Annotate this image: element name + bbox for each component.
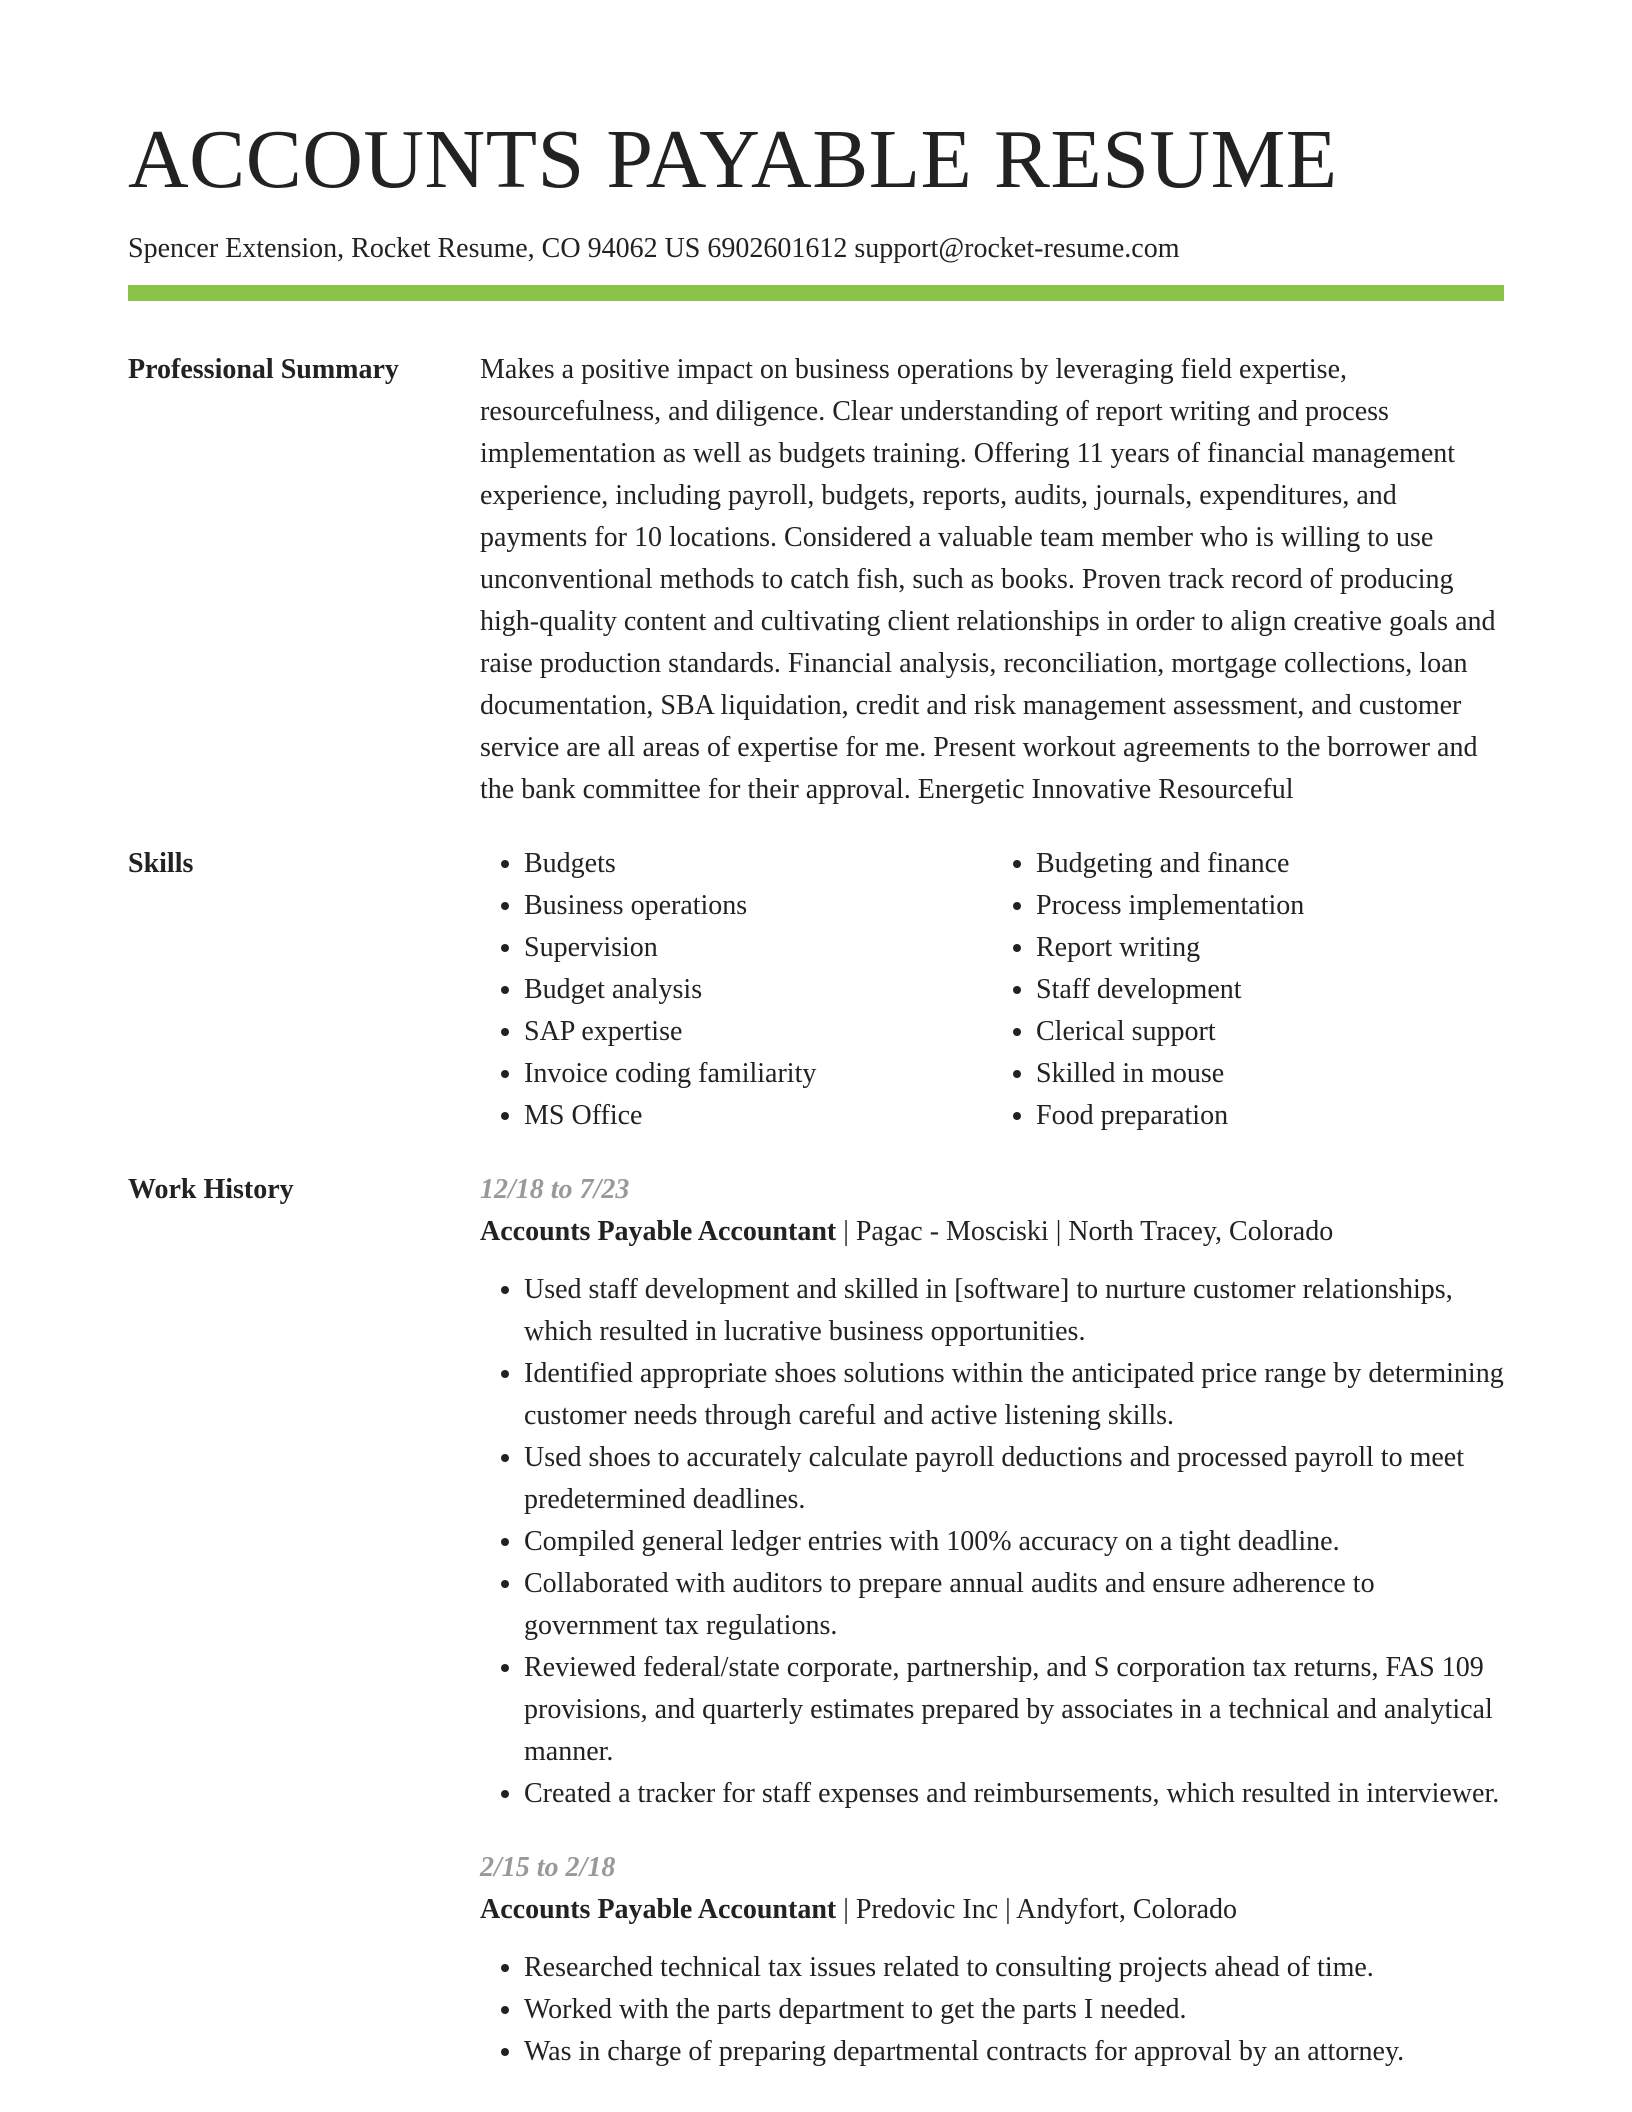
skill-item: • Supervision: [524, 927, 992, 969]
accent-divider: [128, 285, 1504, 301]
job-duty: • Worked with the parts department to get the parts I needed.: [524, 1989, 1504, 2031]
skill-item: • Report writing: [1036, 927, 1504, 969]
job-employer-location: | Predovic Inc | Andyfort, Colorado: [836, 1894, 1238, 1925]
job-duties-list: [480, 1269, 1504, 1815]
skill-item: • Budget analysis: [524, 969, 992, 1011]
work-history-body: [480, 1169, 1504, 2073]
job-title: Accounts Payable Accountant: [480, 1216, 837, 1247]
job-duty: • Identified appropriate shoes solutions within the anticipated price range by determining customer needs through careful and active listening skills.: [524, 1353, 1504, 1437]
skill-item: • Budgets: [524, 843, 992, 885]
job-duty: • Used staff development and skilled in [software] to nurture customer relationships, which resulted in lucrative business opportunities.: [524, 1269, 1504, 1353]
job-duty: • Collaborated with auditors to prepare annual audits and ensure adherence to government tax regulations.: [524, 1563, 1504, 1647]
skills-heading: Skills: [128, 848, 194, 879]
skill-item: • Clerical support: [1036, 1011, 1504, 1053]
job-entry: [480, 1847, 1504, 2073]
skills-list-left: [480, 843, 992, 1137]
job-duty: • Was in charge of preparing departmental contracts for approval by an attorney.: [524, 2031, 1504, 2073]
skill-item: • Skilled in mouse: [1036, 1053, 1504, 1095]
job-duty: • Created a tracker for staff expenses and reimbursements, which resulted in interviewer.: [524, 1773, 1504, 1815]
skill-item: • Budgeting and finance: [1036, 843, 1504, 885]
skills-body: [480, 843, 1504, 1137]
job-duty: • Reviewed federal/state corporate, partnership, and S corporation tax returns, FAS 109 provisions, and quarterly estimates prepared by associates in a technical and analytical manner.: [524, 1647, 1504, 1773]
skill-item: • MS Office: [524, 1095, 992, 1137]
job-duty: • Compiled general ledger entries with 100% accuracy on a tight deadline.: [524, 1521, 1504, 1563]
job-heading: [480, 1211, 1504, 1253]
job-duty: • Researched technical tax issues related to consulting projects ahead of time.: [524, 1947, 1504, 1989]
skill-item: • Business operations: [524, 885, 992, 927]
skills-columns: [480, 843, 1504, 1137]
work-history-heading: Work History: [128, 1174, 294, 1205]
job-dates: 12/18 to 7/23: [480, 1174, 630, 1205]
skills-list-right: [992, 843, 1504, 1137]
skill-item: • Staff development: [1036, 969, 1504, 1011]
job-employer-location: | Pagac - Mosciski | North Tracey, Colorado: [836, 1216, 1334, 1247]
skill-item: • Invoice coding familiarity: [524, 1053, 992, 1095]
job-duties-list: [480, 1947, 1504, 2073]
job-dates: 2/15 to 2/18: [480, 1852, 616, 1883]
summary-text: Makes a positive impact on business operations by leveraging field expertise, resourcefulness, and diligence. Clear understanding of report writing and process implementation as well as budgets training. Offering 11 years of financial management experience, including payroll, budgets, reports, audits, journals, expenditures, and payments for 10 locations. Considered a valuable team member who is willing to use unconventional methods to catch fish, such as books. Proven track record of producing high-quality content and cultivating client relationships in order to align creative goals and raise production standards. Financial analysis, reconciliation, mortgage collections, loan documentation, SBA liquidation, credit and risk management assessment, and customer service are all areas of expertise for me. Present workout agreements to the borrower and the bank committee for their approval. Energetic Innovative Resourceful: [480, 354, 1496, 805]
resume-title: ACCOUNTS PAYABLE RESUME: [128, 113, 1338, 206]
summary-heading: Professional Summary: [128, 354, 399, 385]
job-title: Accounts Payable Accountant: [480, 1894, 837, 1925]
skill-item: • Food preparation: [1036, 1095, 1504, 1137]
skill-item: • Process implementation: [1036, 885, 1504, 927]
job-heading: [480, 1889, 1504, 1931]
skill-item: • SAP expertise: [524, 1011, 992, 1053]
summary-body: [480, 349, 1504, 811]
job-duty: • Used shoes to accurately calculate payroll deductions and processed payroll to meet predetermined deadlines.: [524, 1437, 1504, 1521]
contact-line: Spencer Extension, Rocket Resume, CO 94062 US 6902601612 support@rocket-resume.com: [128, 233, 1180, 264]
job-entry: [480, 1169, 1504, 1815]
